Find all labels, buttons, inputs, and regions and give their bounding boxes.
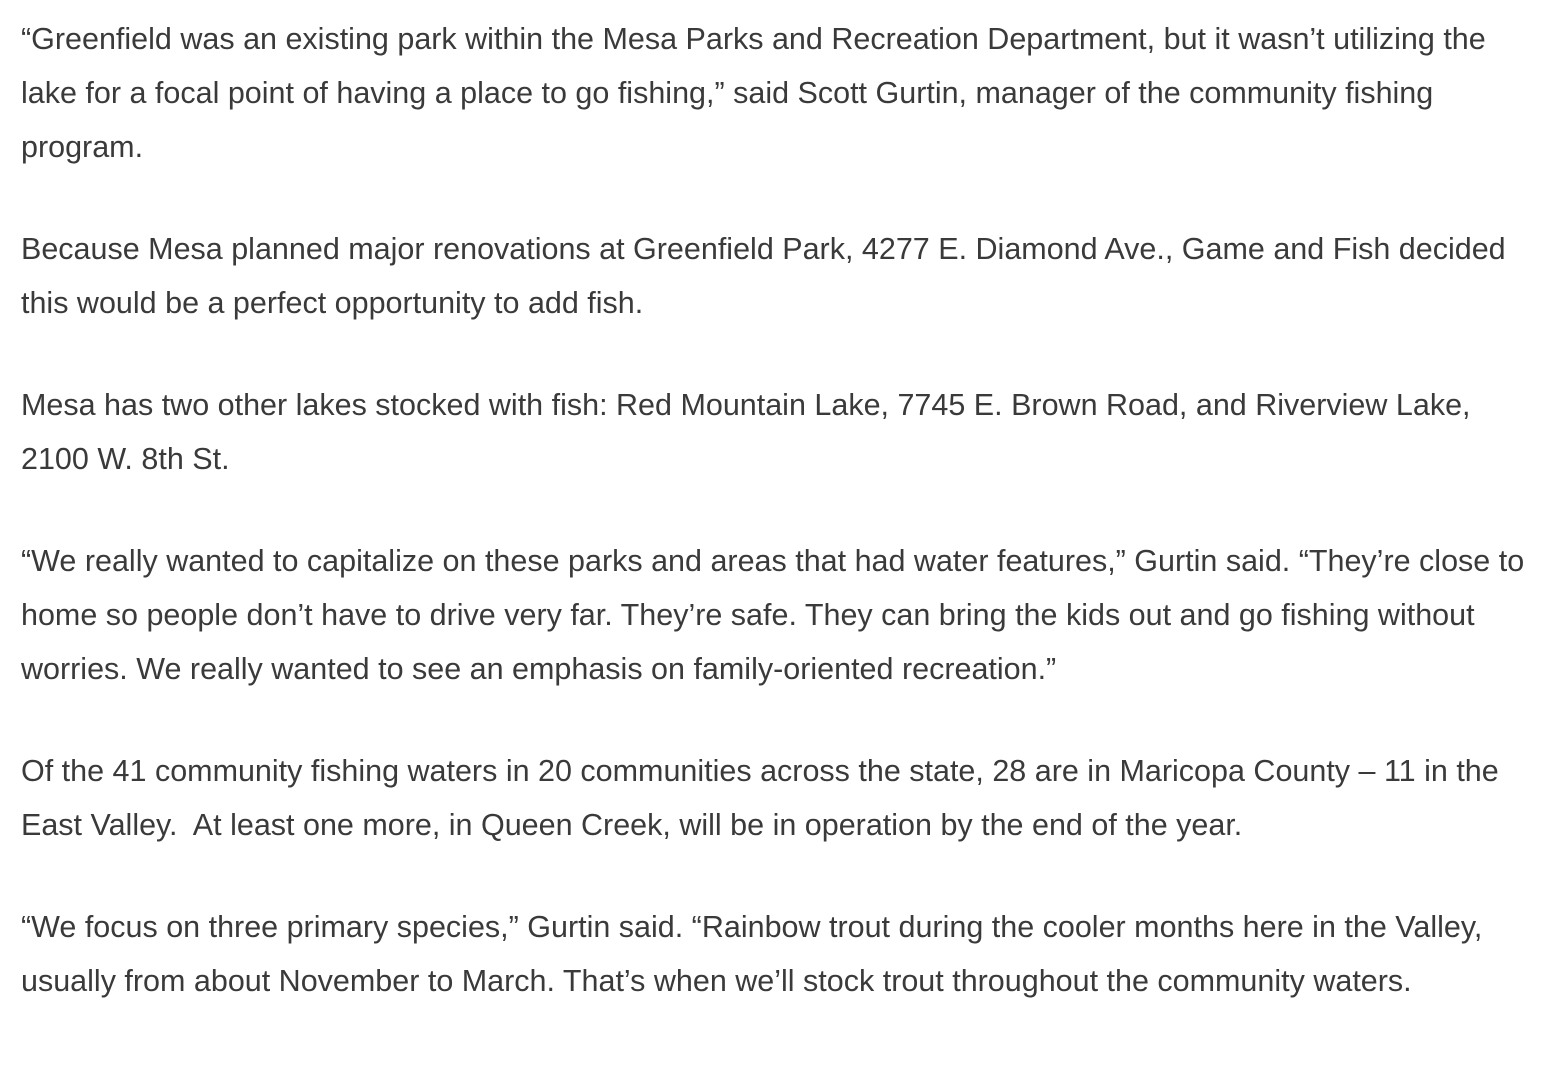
article-paragraph-1: “Greenfield was an existing park within the Mesa Parks and Recreation Department, but it wasn’t utilizing the lake for a focal point of having a place to go fishing,” said Scott Gurtin, manager of the community fishing program. xyxy=(21,22,1495,164)
article-paragraph-5: Of the 41 community fishing waters in 20 communities across the state, 28 are in Maricopa County – 11 in the East Valley. At least one more, in Queen Creek, will be in operation by the end of the year. xyxy=(21,754,1508,842)
article-body xyxy=(21,12,1531,1008)
article-paragraph-4: “We really wanted to capitalize on these parks and areas that had water features,” Gurtin said. “They’re close to home so people don’t have to drive very far. They’re safe. They can bring the kids out and go fishing without worries. We really wanted to see an emphasis on family-oriented recreation.” xyxy=(21,544,1533,686)
article-paragraph-3: Mesa has two other lakes stocked with fish: Red Mountain Lake, 7745 E. Brown Road, and Riverview Lake, 2100 W. 8th St. xyxy=(21,388,1479,476)
article-paragraph-2: Because Mesa planned major renovations at Greenfield Park, 4277 E. Diamond Ave., Game and Fish decided this would be a perfect opportunity to add fish. xyxy=(21,232,1515,320)
article-paragraph-6: “We focus on three primary species,” Gurtin said. “Rainbow trout during the cooler months here in the Valley, usually from about November to March. That’s when we’ll stock trout throughout the community waters. xyxy=(21,910,1491,998)
